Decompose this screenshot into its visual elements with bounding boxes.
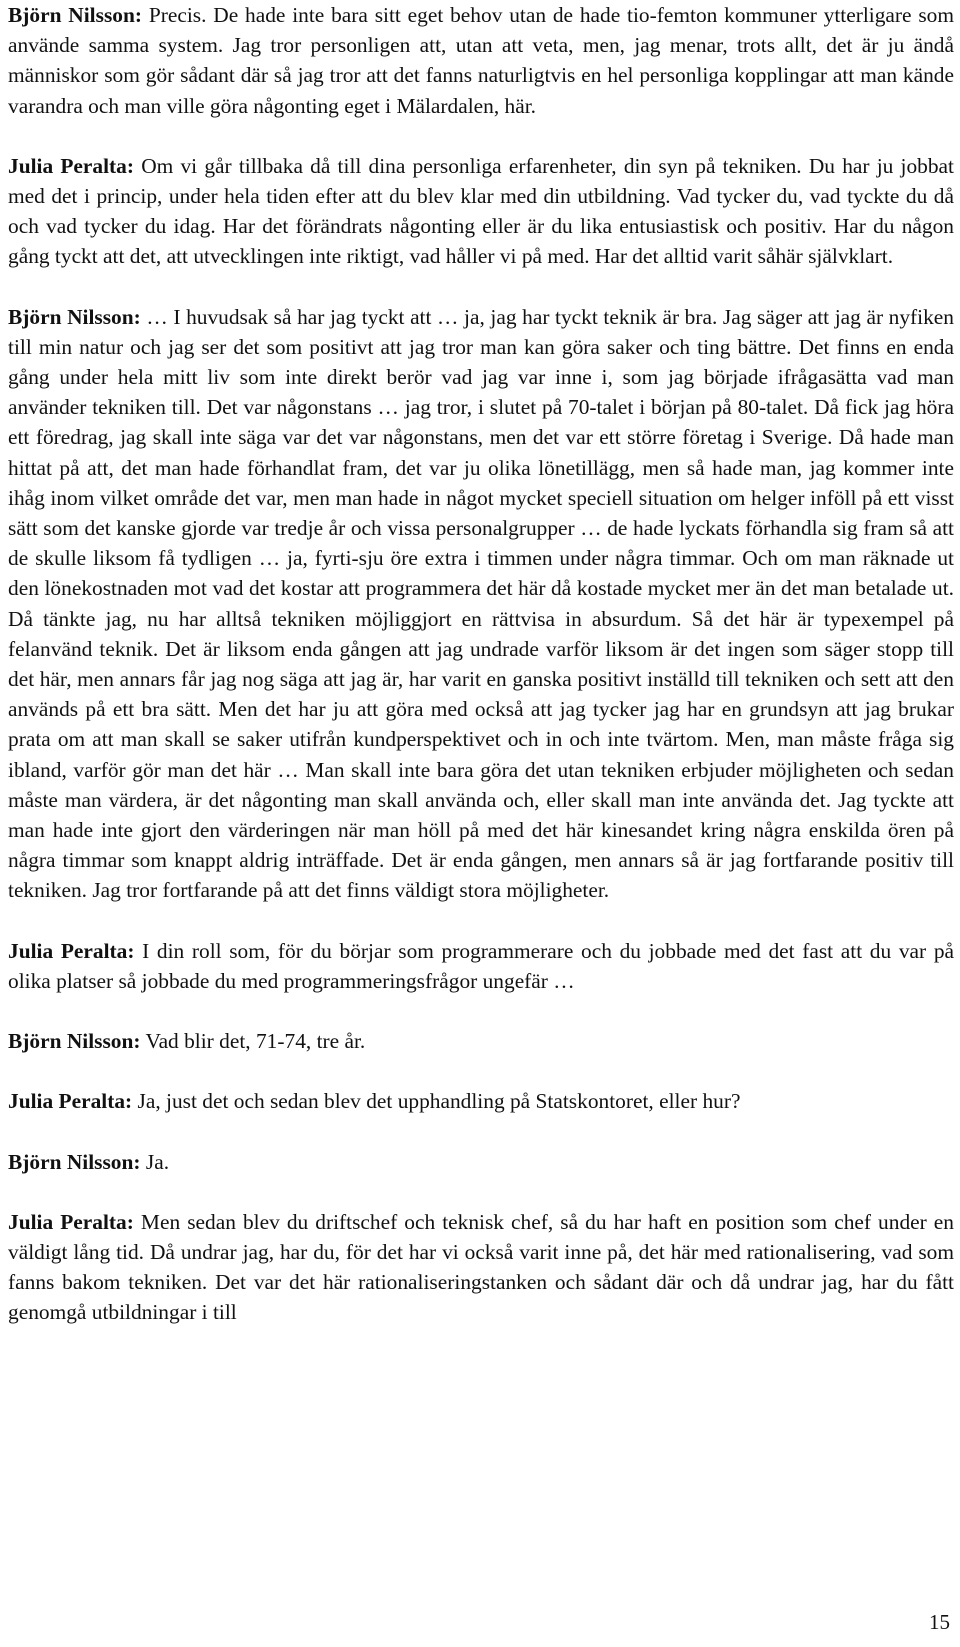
speaker-label: Julia Peralta: <box>8 938 135 963</box>
interview-paragraph <box>8 1086 954 1116</box>
speaker-label: Björn Nilsson: <box>8 3 142 27</box>
speaker-label: Björn Nilsson: <box>8 1029 141 1054</box>
speaker-label: Julia Peralta: <box>8 1089 133 1114</box>
paragraph-text: … I huvudsak så har jag tyckt att … ja, jag har tyckt teknik är bra. Jag säger att jag är nyfiken till min natur och jag ser det som positivt att jag tror man kan göra saker och ting bättre. Det finns en enda gång under hela mitt liv som inte direkt berör vad jag var inne i, som jag började ifrågasätta vad man använder tekniken till. Det var någonstans … jag tror, i slutet på 70-talet i början på 80-talet. Då fick jag höra ett föredrag, jag skall inte säga var det var någonstans, men det var ett större företag i Sverige. Då hade man hittat på att, det man hade förhandlat fram, det var ju olika lönetillägg, men så hade man, jag kommer inte ihåg inom vilket område det var, men man hade in något mycket speciell situation om helger inföll på ett visst sätt som det kanske gjorde var tredje år och vissa personalgrupper … de hade lyckats förhandla sig fram så att de skulle liksom få tydligen … ja, fyrti-sju öre extra i timmen under några timmar. Och om man räknade ut den lönekostnaden mot vad det kostar att programmera det här då kostade mycket mer än det man betalade ut. Då tänkte jag, nu har alltså tekniken möjliggjort en rättvisa in absurdum. Så det här är typexempel på felanvänd teknik. Det är liksom enda gången att jag undrade varför liksom är det ingen som säger stopp till det här, men annars får jag nog säga att jag är, har varit en ganska positivt inställd till tekniken och sett att den används på ett bra sätt. Men det har ju att göra med också att jag tycker jag har en grundsyn att jag brukar prata om att man skall se saker utifrån kundperspektivet och in och inte tvärtom. Men, man måste fråga sig ibland, varför gör man det här … Man skall inte bara göra det utan tekniken erbjuder möjligheten och sedan måste man värdera, är det någonting man skall använda och, eller skall man inte använda det. Jag tyckte att man hade inte gjort den värderingen när man höll på med det här kinesandet kring några enskilda ören på några timmar som knappt aldrig inträffade. Det är enda gången, men annars så är jag fortfarande positiv till tekniken. Jag tror fortfarande på att det finns väldigt stora möjligheter. <box>8 304 954 903</box>
paragraph-text: Vad blir det, 71-74, tre år. <box>140 1029 366 1054</box>
interview-paragraph <box>8 302 954 906</box>
paragraph-text: I din roll som, för du börjar som programmerare och du jobbade med det fast att du var på olika platser så jobbade du med programmeringsfrågor ungefär … <box>8 938 955 993</box>
speaker-label: Björn Nilsson: <box>8 304 141 329</box>
paragraph-text: Ja, just det och sedan blev det upphandling på Statskontoret, eller hur? <box>132 1089 741 1114</box>
interview-paragraph <box>8 1026 954 1056</box>
document-page <box>8 0 954 1358</box>
paragraph-text: Ja. <box>140 1149 170 1174</box>
speaker-label: Björn Nilsson: <box>8 1149 141 1174</box>
speaker-label: Julia Peralta: <box>8 1209 134 1234</box>
page-number: 15 <box>929 1610 950 1634</box>
interview-paragraph <box>8 1147 954 1177</box>
interview-paragraph <box>8 151 954 272</box>
paragraph-text: Precis. De hade inte bara sitt eget behov utan de hade tio-femton kommuner ytterligare som använde samma system. Jag tror personligen att, utan att veta, men, jag menar, trots allt, det är ju ändå människor som gör sådant där så jag tror att det fanns naturligtvis en hel personliga kopplingar att man kände varandra och man ville göra någonting eget i Mälardalen, här. <box>8 3 954 118</box>
speaker-label: Julia Peralta: <box>8 153 135 178</box>
interview-paragraph <box>8 1207 954 1328</box>
paragraph-text: Men sedan blev du driftschef och teknisk chef, så du har haft en position som chef under en väldigt lång tid. Då undrar jag, har du, för det har vi också varit inne på, det här med rationalisering, vad som fanns bakom tekniken. Det var det här rationaliseringstanken och sådant där och då undrar jag, har du fått genomgå utbildningar i till <box>8 1209 954 1325</box>
interview-paragraph <box>8 0 954 121</box>
interview-paragraph <box>8 936 954 996</box>
paragraph-text: Om vi går tillbaka då till dina personliga erfarenheter, din syn på tekniken. Du har ju jobbat med det i princip, under hela tiden efter att du blev klar med din utbildning. Vad tycker du, vad tyckte du då och vad tycker du idag. Har det förändrats någonting eller är du lika entusiastisk och positiv. Har du någon gång tyckt att det, att utvecklingen inte riktigt, vad håller vi på med. Har det alltid varit såhär självklart. <box>8 153 954 269</box>
